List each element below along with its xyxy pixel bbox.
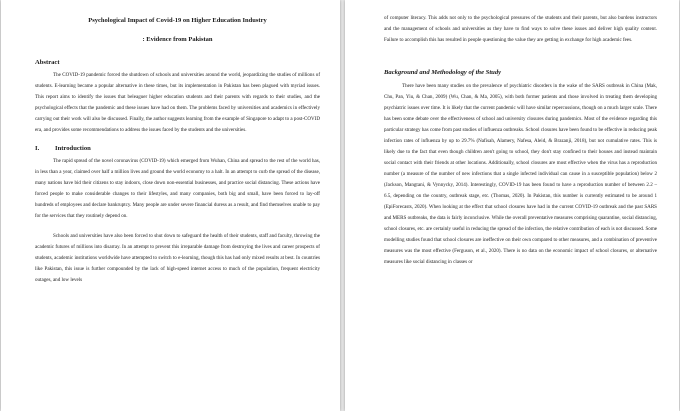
introduction-paragraph-2: Schools and universities have also been forced to shut down to safeguard the health of their students, staff and faculty, throwing the academic futures of millions into disarray. In an attempt to prevent this irreparable damage from destroying the lives and career prospects of students, academic institutions worldwide have attempted to switch to e-learning, though this has had only mixed results at best. In countries like Pakistan, this issue is further compounded by the lack of high-speed internet access to much of the population, frequent electricity outages, and low levels [35,233,320,283]
background-paragraph: There have been many studies on the prevalence of psychiatric disorders in the wake of the SARS outbreak in China (Mak, Chu, Pan, Yiu, & Chan, 2009) (Wu, Chan, & Ma, 2005), with both former patients and those involved in treating them developing psychiatric issues over time. It is likely that the current pandemic will have similar repercussions, though on a much larger scale. There has been some debate over the effectiveness of school and university closures during pandemics. Most of the evidence regarding this particular strategy has come from past studies of influenza outbreaks. School closures have been found to be effective in reducing peak infection rates of influenza by up to 29.7% (Nafisah, Alamery, Nafesa, Aleid, & Brazanji, 2018), but not cumulative rates. This is likely due to the fact that even though children aren't going to school, they don't stay confined to their houses and instead maintain social contact with their friends at other locations. Additionally, school closures are most effective when the virus has a reproduction number (a measure of the number of new infections that a single infected individual can cause in a susceptible population) below 2 (Jackson, Mangtani, & Vynnycky, 2014). Interestingly, COVID-19 has been found to have a reproduction number of between 2.2 – 6.5, depending on the country, outbreak stage, etc. (Thomas, 2020). In Pakistan, this number is currently estimated to be around 1 (EpiForecasts, 2020). When looking at the effect that school closures have had in the current COVID-19 outbreak and the past SARS and MERS outbreaks, the data is fairly inconclusive. While the overall preventative measures comprising quarantine, social distancing, school closures, etc. are certainly useful in reducing the spread of the infection, the relative contribution of each is not discussed. Some modelling studies found that school closures are ineffective on their own compared to other measures, and a combination of preventive measures was the most effective (Ferguson, et al., 2020). There is no data on the economic impact of school closures, or alternative measures like social distancing in classes or [384,83,657,265]
introduction-paragraph-1: The rapid spread of the novel coronavirus (COVID-19) which emerged from Wuhan, China and spread to the rest of the world has, in less than a year, claimed over half a million lives and ground the world economy to a halt. In an attempt to curb the spread of the disease, many nations have bid their citizens to stay indoors, close down non-essential businesses, and practice social distancing. These actions have forced people to make considerable changes to their lifestyles, and many companies, both big and small, have been forced to lay-off hundreds of employees and declare bankruptcy. Many people are under severe financial duress as a result, and find themselves unable to pay for the services that they routinely depend on. [35,158,320,219]
title-line-1: Psychological Impact of Covid-19 on Higher Education Industry [88,17,267,24]
background-heading: Background and Methodology of the Study [384,69,502,76]
abstract-paragraph: The COVID-19 pandemic forced the shutdown of schools and universities around the world, jeopardizing the studies of millions of students. E-learning became a popular alternative in these times, but its implementation in Pakistan has been plagued with myriad issues. This report aims to identify the issues that beleaguer higher education students and their parents with regards to their studies, and the psychological effects that the pandemic and these issues have had on them. The problems faced by universities and academics in effectively carrying out their work will also be discussed. Finally, the author suggests learning from the example of Singapore to adapt to a post-COVID era, and provides some recommendations to address the issues faced by the students and the universities. [35,72,320,133]
title-line-2: : Evidence from Pakistan [142,36,213,43]
document-page-left [1,0,340,411]
introduction-number: I. [35,145,40,152]
paper-title [35,16,320,44]
continued-paragraph: of computer literacy. This adds not only to the psychological pressures of the students and their parents, but also burdens instructors and the management of schools and universities as they have to find ways to solve these issues and deliver high quality content. Failure to accomplish this has resulted in people questioning the value they are getting in exchange for high academic fees. [384,15,657,43]
introduction-title: Introduction [55,145,91,152]
document-page-right [345,0,679,411]
abstract-heading: Abstract [35,59,60,66]
introduction-heading [35,144,320,153]
